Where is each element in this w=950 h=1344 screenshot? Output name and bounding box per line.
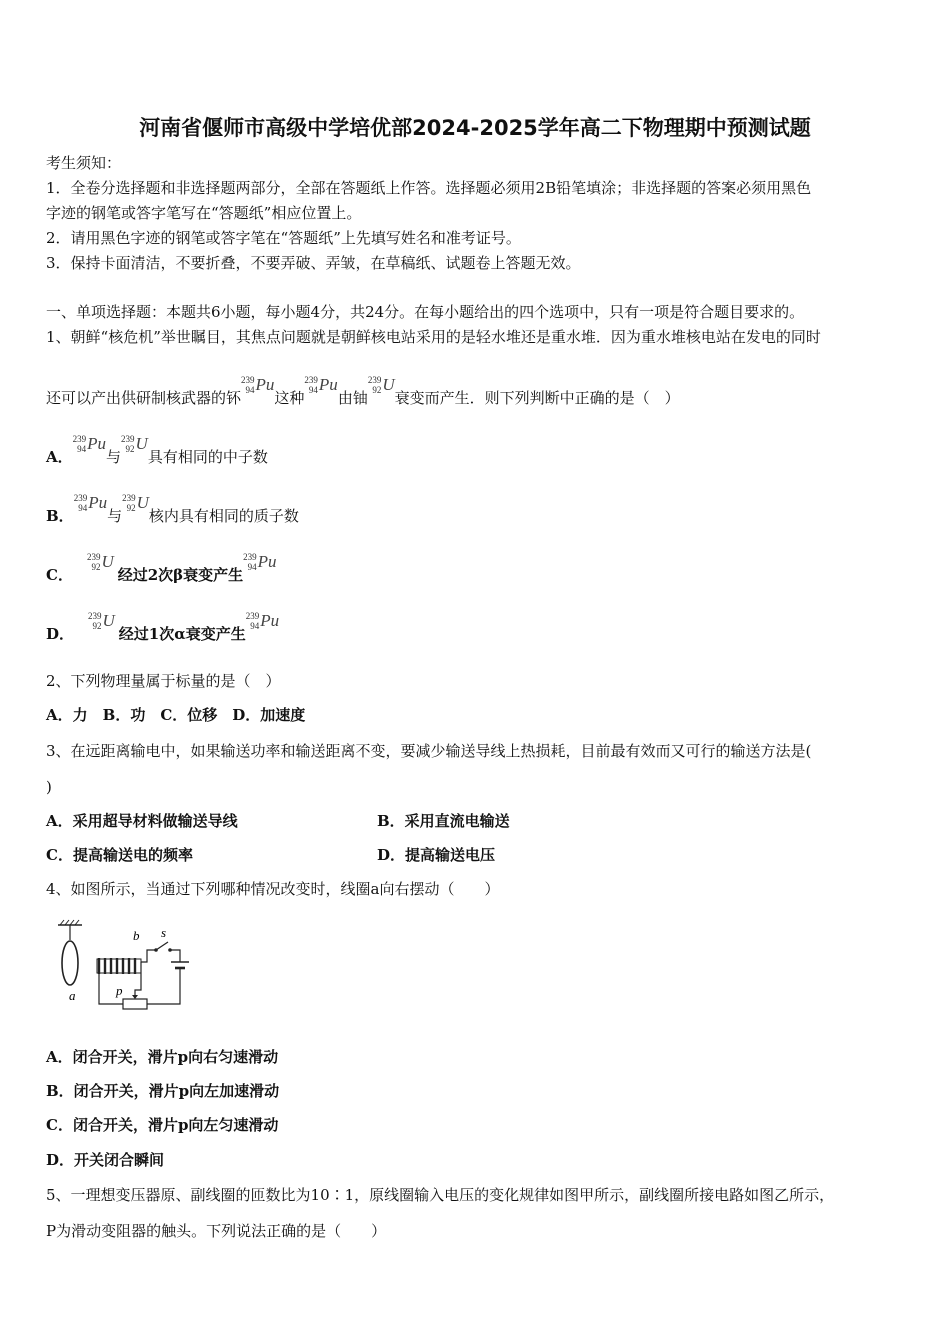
mass-number: 239 — [304, 375, 318, 385]
notice-item: 字迹的钢笔或答字笔写在“答题纸”相应位置上。 — [46, 204, 362, 222]
mass-number: 239 — [121, 434, 135, 444]
q2-options: A．力 B．功 C．位移 D．加速度 — [46, 706, 306, 724]
mass-number: 239 — [73, 493, 88, 503]
switch-blade — [156, 942, 168, 950]
atomic-number: 94 — [245, 385, 255, 395]
isotope-u — [87, 552, 114, 572]
q1-text: 还可以产出供研制核武器的钚 — [46, 389, 242, 407]
element-symbol: Pu — [255, 375, 275, 394]
wire — [147, 968, 180, 1004]
q4-option-d: D．开关闭合瞬间 — [46, 1151, 165, 1169]
notice-item: 3．保持卡面清洁，不要折叠，不要弄破、弄皱，在草稿纸、试题卷上答题无效。 — [46, 254, 581, 272]
q1-option-c — [46, 552, 277, 586]
atomic-number: 92 — [125, 444, 135, 454]
element-symbol: U — [135, 434, 148, 453]
isotope-pu — [243, 552, 276, 572]
isotope-u — [88, 611, 115, 631]
element-symbol: Pu — [88, 493, 108, 512]
notice-item: 2．请用黑色字迹的钢笔或答字笔在“答题纸”上先填写姓名和准考证号。 — [46, 229, 521, 247]
notice-item: 1．全卷分选择题和非选择题两部分，全部在答题纸上作答。选择题必须用2B铅笔填涂；非选择题的答案必须用黑色 — [46, 179, 812, 197]
q1-option-d — [46, 611, 280, 645]
atomic-number: 92 — [372, 385, 382, 395]
q3-stem-line2: ) — [46, 778, 52, 796]
mass-number: 239 — [88, 611, 102, 621]
option-join: 与 — [106, 448, 122, 466]
notice-heading: 考生须知： — [46, 154, 122, 172]
option-text: 经过1次α衰变产生 — [118, 625, 246, 643]
option-text: 经过2次β衰变产生 — [117, 566, 244, 584]
isotope-pu — [246, 611, 279, 631]
element-symbol: Pu — [318, 375, 338, 394]
option-text: 核内具有相同的质子数 — [148, 507, 299, 525]
mass-number: 239 — [367, 375, 382, 385]
q1-text: 由铀 — [337, 389, 368, 407]
q1-option-a — [46, 434, 268, 468]
q1-option-b — [46, 493, 299, 527]
option-text: 具有相同的中子数 — [147, 448, 268, 466]
q5-stem-line1: 5、一理想变压器原、副线圈的匝数比为10∶1，原线圈输入电压的变化规律如图甲所示，副线圈所接电路如图乙所示， — [46, 1186, 835, 1204]
rheostat — [123, 999, 147, 1009]
q5-stem-line2: P为滑动变阻器的触头。下列说法正确的是（ ） — [46, 1222, 387, 1240]
mass-number: 239 — [241, 375, 255, 385]
element-symbol: U — [102, 611, 115, 630]
coil-a — [62, 941, 78, 985]
q3-stem-line1: 3、在远距离输电中，如果输送功率和输送距离不变，要减少输送导线上热损耗，目前最有效而又可行的输送方法是( — [46, 742, 812, 760]
isotope-pu — [304, 375, 337, 395]
atomic-number: 94 — [78, 503, 88, 513]
element-symbol: Pu — [87, 434, 107, 453]
label-b: b — [133, 928, 140, 943]
q4-option-b: B．闭合开关，滑片p向左加速滑动 — [46, 1082, 280, 1100]
isotope-pu — [73, 434, 106, 454]
solenoid-winding — [99, 958, 135, 974]
label-s: s — [161, 925, 167, 940]
option-label: C． — [46, 566, 73, 584]
mass-number: 239 — [245, 611, 260, 621]
wire — [141, 950, 155, 962]
q1-stem-line1: 1、朝鲜“核危机”举世瞩目，其焦点问题就是朝鲜核电站采用的是轻水堆还是重水堆．因为重水堆核电站在发电的同时 — [46, 328, 821, 346]
atomic-number: 92 — [92, 621, 102, 631]
element-symbol: U — [136, 493, 149, 512]
mass-number: 239 — [243, 552, 257, 562]
atomic-number: 92 — [126, 503, 136, 513]
option-join: 与 — [107, 507, 123, 525]
q2-stem: 2、下列物理量属于标量的是（ ） — [46, 672, 281, 690]
q4-option-c: C．闭合开关，滑片p向左匀速滑动 — [46, 1116, 279, 1134]
mass-number: 239 — [122, 493, 136, 503]
atomic-number: 94 — [308, 385, 318, 395]
element-symbol: Pu — [257, 552, 277, 571]
isotope-u — [122, 493, 149, 513]
mass-number: 239 — [72, 434, 87, 444]
isotope-u — [121, 434, 148, 454]
option-label: B． — [46, 507, 74, 525]
atomic-number: 92 — [91, 562, 101, 572]
element-symbol: U — [101, 552, 114, 571]
wire — [170, 950, 180, 962]
mass-number: 239 — [86, 552, 101, 562]
section-heading: 一、单项选择题：本题共6小题，每小题4分，共24分。在每小题给出的四个选项中，只有一项是符合题目要求的。 — [46, 303, 805, 321]
option-label: D． — [46, 625, 75, 643]
q1-text: 衰变而产生．则下列判断中正确的是（ ） — [394, 389, 680, 407]
isotope-pu — [241, 375, 274, 395]
q4-stem: 4、如图所示，当通过下列哪种情况改变时，线圈a向右摆动（ ） — [46, 880, 500, 898]
q4-option-a: A．闭合开关，滑片p向右匀速滑动 — [46, 1048, 279, 1066]
q1-text: 这种 — [274, 389, 305, 407]
isotope-u — [368, 375, 395, 395]
q3-option-c: C．提高输送电的频率 — [46, 846, 193, 864]
atomic-number: 94 — [77, 444, 87, 454]
q4-circuit-figure — [55, 918, 205, 1010]
atomic-number: 94 — [247, 562, 257, 572]
page-title: 河南省偃师市高级中学培优部2024-2025学年高二下物理期中预测试题 — [139, 116, 811, 140]
q3-option-d: D．提高输送电压 — [377, 846, 496, 864]
q3-option-b: B．采用直流电输送 — [377, 812, 510, 830]
q3-option-a: A．采用超导材料做输送导线 — [46, 812, 238, 830]
label-p: p — [116, 983, 123, 998]
element-symbol: Pu — [260, 611, 280, 630]
label-a: a — [69, 988, 76, 1003]
element-symbol: U — [382, 375, 395, 394]
q1-stem-line2 — [46, 375, 680, 409]
atomic-number: 94 — [250, 621, 260, 631]
isotope-pu — [74, 493, 107, 513]
option-label: A． — [46, 448, 73, 466]
